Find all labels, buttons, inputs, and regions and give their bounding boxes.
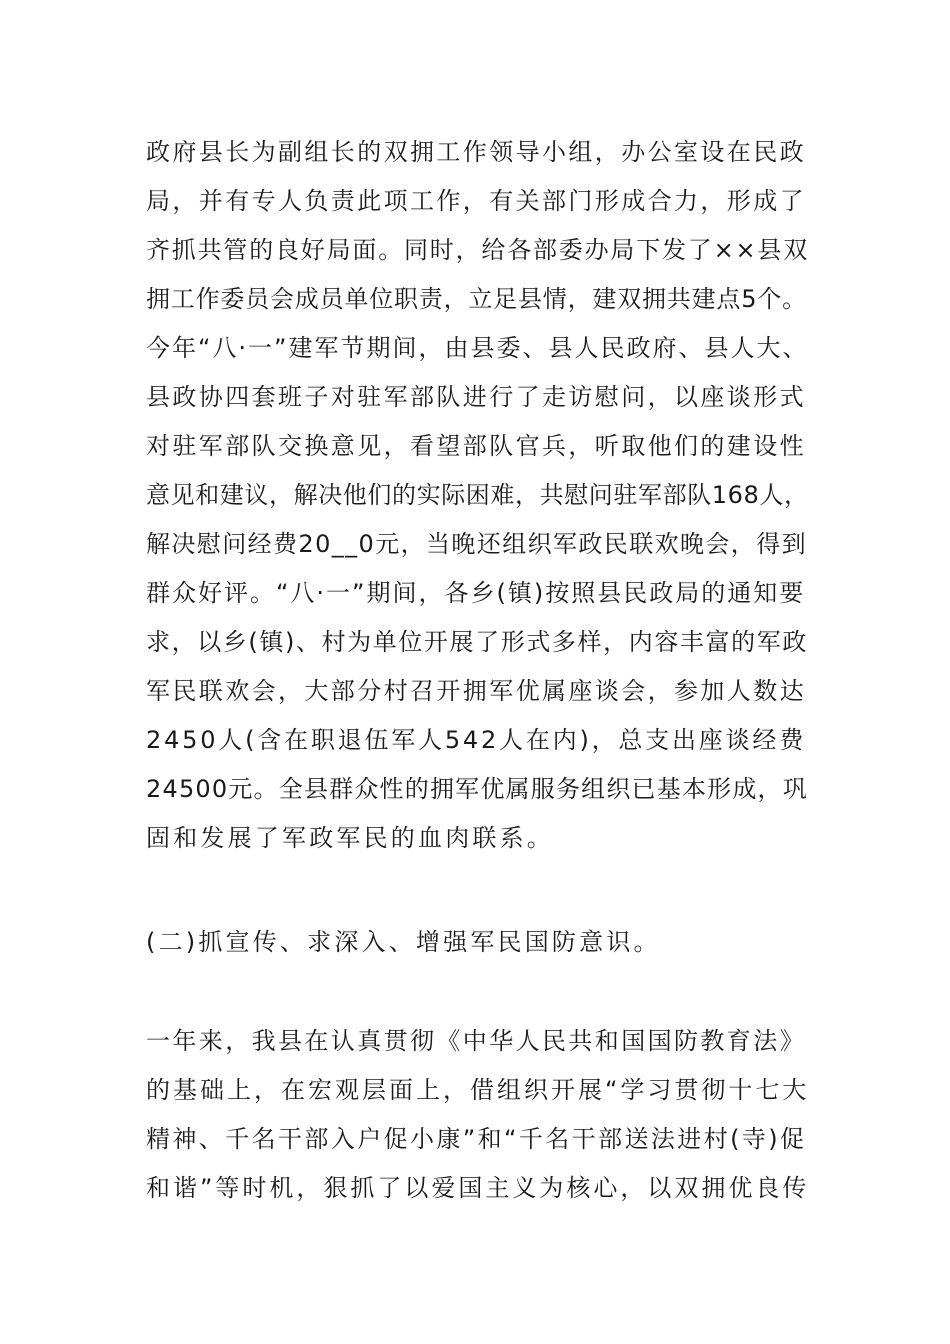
- text-line: 今年“八·一”建军节期间，由县委、县人民政府、县人大、: [146, 334, 809, 362]
- paragraph-shuangyong-work: [146, 128, 810, 863]
- text-line: 对驻军部队交换意见，看望部队官兵，听取他们的建设性: [146, 432, 806, 460]
- text-line: 解决慰问经费20__0元，当晚还组织军政民联欢晚会，得到: [146, 530, 808, 558]
- text-line: 精神、千名干部入户促小康”和“千名干部送法进村(寺)促: [146, 1125, 807, 1153]
- text-line: 政府县长为副组长的双拥工作领导小组，办公室设在民政: [146, 138, 806, 166]
- text-line: 24500元。全县群众性的拥军优属服务组织已基本形成，巩: [146, 775, 808, 803]
- text-line: 拥工作委员会成员单位职责，立足县情，建双拥共建点5个。: [146, 285, 807, 313]
- text-line: 群众好评。“八·一”期间，各乡(镇)按照县民政局的通知要: [146, 579, 806, 607]
- paragraph-national-defense: [146, 1017, 810, 1213]
- text-line: 军民联欢会，大部分村召开拥军优属座谈会，参加人数达: [146, 677, 806, 705]
- text-line: 局，并有专人负责此项工作，有关部门形成合力，形成了: [146, 187, 806, 215]
- heading-line: (二)抓宣传、求深入、增强军民国防意识。: [146, 928, 661, 956]
- text-line: 2450人(含在职退伍军人542人在内)，总支出座谈经费: [146, 726, 807, 754]
- text-line: 一年来，我县在认真贯彻《中华人民共和国国防教育法》: [146, 1027, 806, 1055]
- text-line: 齐抓共管的良好局面。同时，给各部委办局下发了××县双: [146, 236, 810, 264]
- text-line: 求，以乡(镇)、村为单位开展了形式多样，内容丰富的军政: [146, 628, 808, 656]
- text-line: 的基础上，在宏观层面上，借组织开展“学习贯彻十七大: [146, 1076, 810, 1104]
- section-heading: [146, 918, 810, 967]
- text-line: 意见和建议，解决他们的实际困难，共慰问驻军部队168人，: [146, 481, 809, 509]
- text-line: 县政协四套班子对驻军部队进行了走访慰问，以座谈形式: [146, 383, 806, 411]
- text-line: 和谐”等时机，狠抓了以爱国主义为核心，以双拥优良传: [146, 1174, 810, 1202]
- text-line: 固和发展了军政军民的血肉联系。: [146, 824, 554, 852]
